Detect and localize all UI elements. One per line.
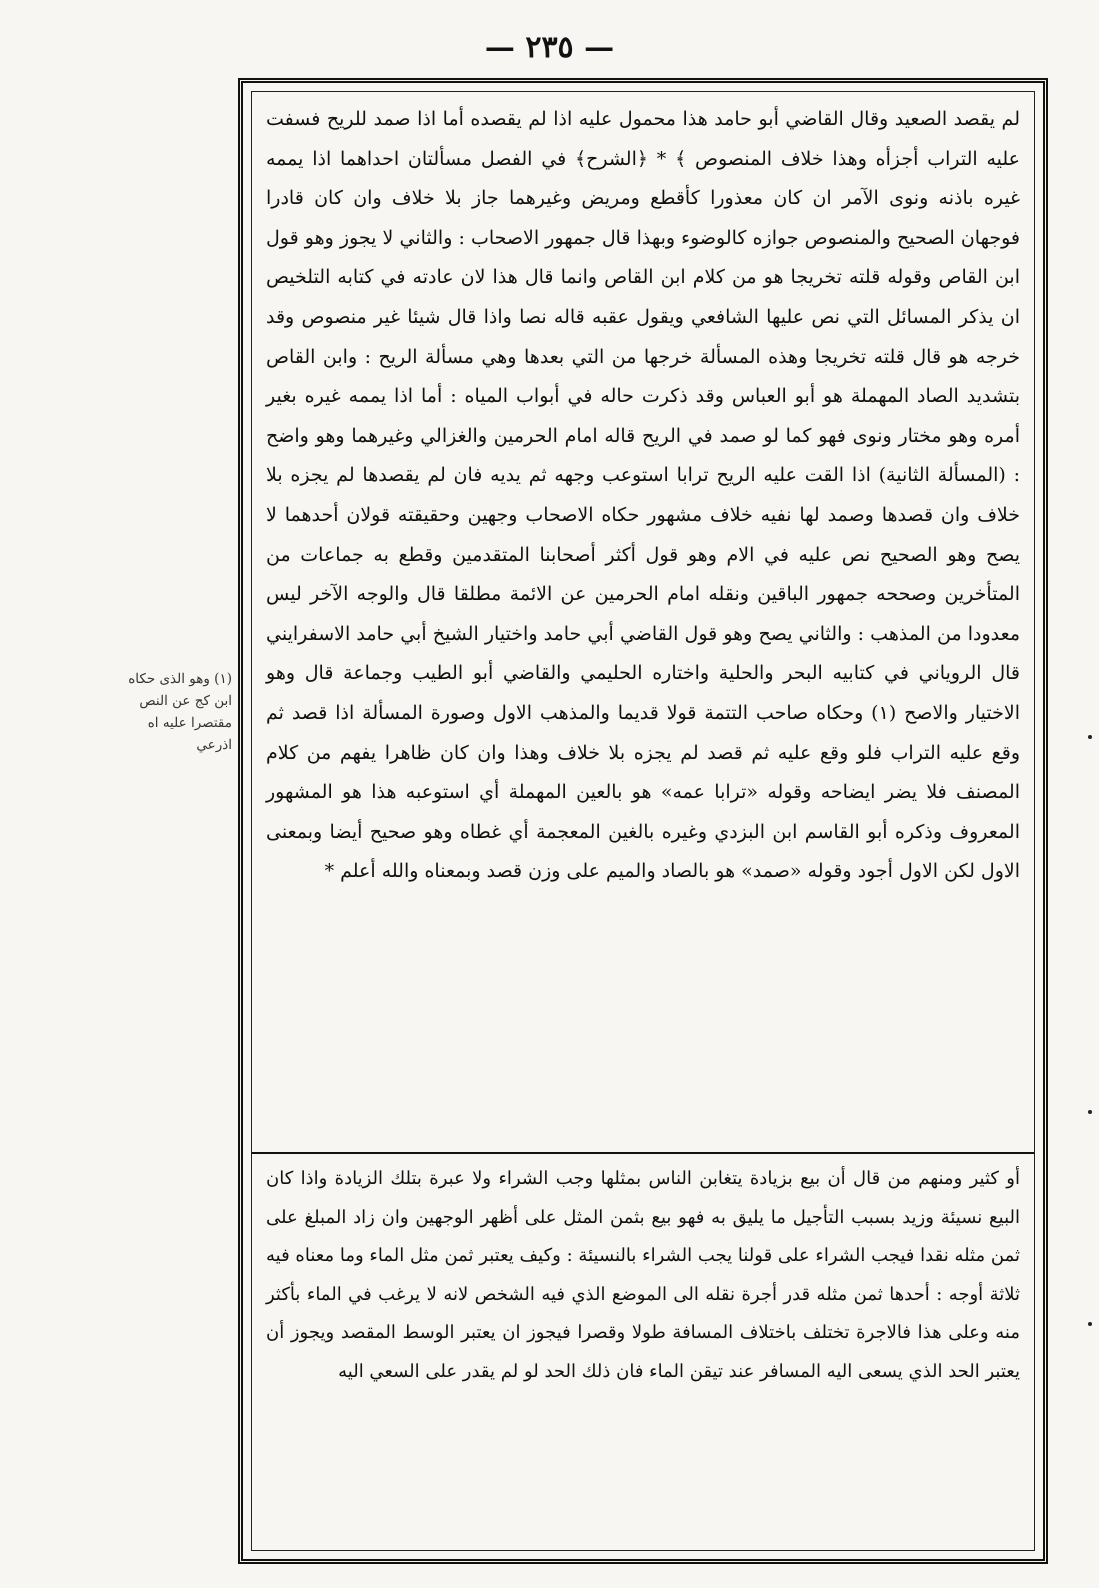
- section-divider: [252, 1152, 1034, 1154]
- footer-text-block: [252, 1160, 1034, 1550]
- text-frame-inner: [251, 91, 1035, 1551]
- page-number: — ٢٣٥ —: [484, 30, 615, 65]
- scan-speck: [1088, 735, 1092, 739]
- margin-note: (١) وهو الذى حكاه ابن كج عن النص مقتصرا عليه اه اذرعي: [128, 671, 232, 753]
- main-text-block: [252, 92, 1034, 1150]
- text-frame: [238, 78, 1048, 1564]
- main-text: لم يقصد الصعيد وقال القاضي أبو حامد هذا محمول عليه اذا لم يقصده أما اذا صمد للريح فسفت عليه التراب أجزأه وهذا خلاف المنصوص ﴾ * ﴿الشرح﴾ في الفصل مسألتان احداهما اذا يممه غيره باذنه ونوى الآمر ان كان معذورا كأقطع ومريض وغيرهما جاز بلا خلاف وان كان قادرا فوجهان الصحيح والمنصوص جوازه كالوضوء وبهذا قال جمهور الاصحاب : والثاني لا يجوز وهو قول ابن القاص وقوله قلته تخريجا هو من كلام ابن القاص وانما قال هذا لان عادته في كتابه التلخيص ان يذكر المسائل التي نص عليها الشافعي ويقول عقبه قاله نصا واذا قال شيئا غير منصوص وقد خرجه هو قال قلته تخريجا وهذه المسألة خرجها من التي بعدها وهي مسألة الريح : وابن القاص بتشديد الصاد المهملة هو أبو العباس وقد ذكرت حاله في أبواب المياه : أما اذا يممه غيره بغير أمره وهو مختار ونوى فهو كما لو صمد في الريح قاله امام الحرمين والغزالي وغيرهما وهو واضح : (المسألة الثانية) اذا القت عليه الريح ترابا استوعب وجهه ثم يديه فان لم يقصدها لم يجزه بلا خلاف وان قصدها وصمد لها نفيه خلاف مشهور حكاه الاصحاب وجهين وحقيقته قولان أحدهما لا يصح وهو الصحيح نص عليه في الام وهو قول أكثر أصحابنا المتقدمين وقطع به جماعات من المتأخرين وصححه جمهور الباقين ونقله امام الحرمين عن الائمة مطلقا قال والوجه الآخر ليس معدودا من المذهب : والثاني يصح وهو قول القاضي أبي حامد واختيار الشيخ أبي حامد الاسفرايني قال الروياني في كتابيه البحر والحلية واختاره الحليمي والقاضي أبو الطيب وجماعة قال وهو الاختيار والاصح (١) وحكاه صاحب التتمة قولا قديما والمذهب الاول وصورة المسألة اذا قصد ثم وقع عليه التراب فلو وقع عليه ثم قصد لم يجزه بلا خلاف وهذا وان كان ظاهرا يفهم من كلام المصنف فلا يضر ايضاحه وقوله «ترابا عمه» هو بالعين المهملة أي استوعبه هذا هو المشهور المعروف وذكره أبو القاسم ابن البزدي وغيره بالغين المعجمة أي غطاه وهو صحيح أيضا وبمعنى الاول لكن الاول أجود وقوله «صمد» هو بالصاد والميم على وزن قصد وبمعناه والله أعلم *: [266, 108, 1020, 883]
- scan-speck: [1088, 1110, 1092, 1114]
- scan-speck: [1088, 1322, 1092, 1326]
- footer-text: أو كثير ومنهم من قال أن بيع بزيادة يتغابن الناس بمثلها وجب الشراء ولا عبرة بتلك الزيادة واذا كان البيع نسيئة وزيد بسبب التأجيل ما يليق به فهو بيع بثمن المثل على أظهر الوجهين وان زاد المبلغ على ثمن مثله نقدا فيجب الشراء على قولنا يجب الشراء بالنسيئة : وكيف يعتبر ثمن مثل الماء وما معناه فيه ثلاثة أوجه : أحدها ثمن مثله قدر أجرة نقله الى الموضع الذي فيه الشخص لانه لا يرغب في الماء بأكثر منه وعلى هذا فالاجرة تختلف باختلاف المسافة طولا وقصرا فيجوز ان يعتبر الوسط المقصد ويجوز أن يعتبر الحد الذي يسعى اليه المسافر عند تيقن الماء فان ذلك الحد لو لم يقدر على السعي اليه: [266, 1168, 1020, 1382]
